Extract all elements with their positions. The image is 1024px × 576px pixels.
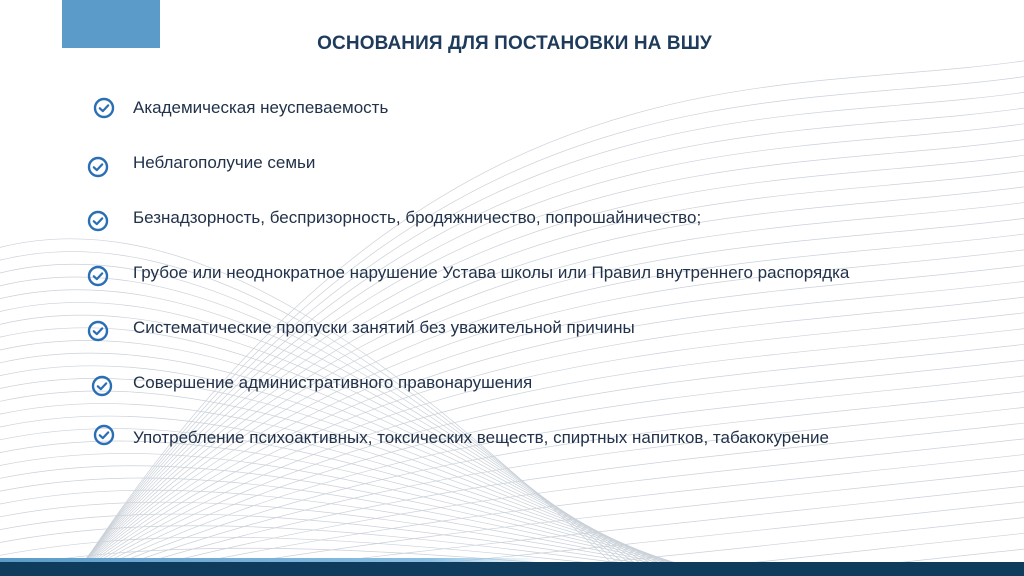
- list-item: [0, 372, 1024, 398]
- list-item: [0, 262, 1024, 288]
- list-item-label: Грубое или неоднократное нарушение Устава школы или Правил внутреннего распорядка: [133, 263, 850, 282]
- list-item-label: Неблагополучие семьи: [133, 153, 316, 172]
- list-item-label: Академическая неуспеваемость: [133, 98, 389, 117]
- list-item-label: Безнадзорность, беспризорность, бродяжничество, попрошайничество;: [133, 208, 702, 227]
- footer-bar: [0, 562, 1024, 576]
- check-circle-icon: [93, 97, 115, 119]
- check-circle-icon: [87, 265, 109, 287]
- list-item: [0, 427, 1024, 453]
- list-item: [0, 317, 1024, 343]
- list-item-label: Систематические пропуски занятий без уважительной причины: [133, 318, 635, 337]
- slide-title: ОСНОВАНИЯ ДЛЯ ПОСТАНОВКИ НА ВШУ: [317, 33, 712, 54]
- list-item: [0, 97, 1024, 123]
- list-item-label: Совершение административного правонарушения: [133, 373, 533, 392]
- check-circle-icon: [87, 210, 109, 232]
- check-circle-icon: [91, 375, 113, 397]
- list-item: [0, 152, 1024, 178]
- check-circle-icon: [87, 156, 109, 178]
- list-item-label: Употребление психоактивных, токсических веществ, спиртных напитков, табакокурение: [133, 428, 830, 447]
- check-circle-icon: [93, 424, 115, 446]
- list-item: [0, 207, 1024, 233]
- check-circle-icon: [87, 320, 109, 342]
